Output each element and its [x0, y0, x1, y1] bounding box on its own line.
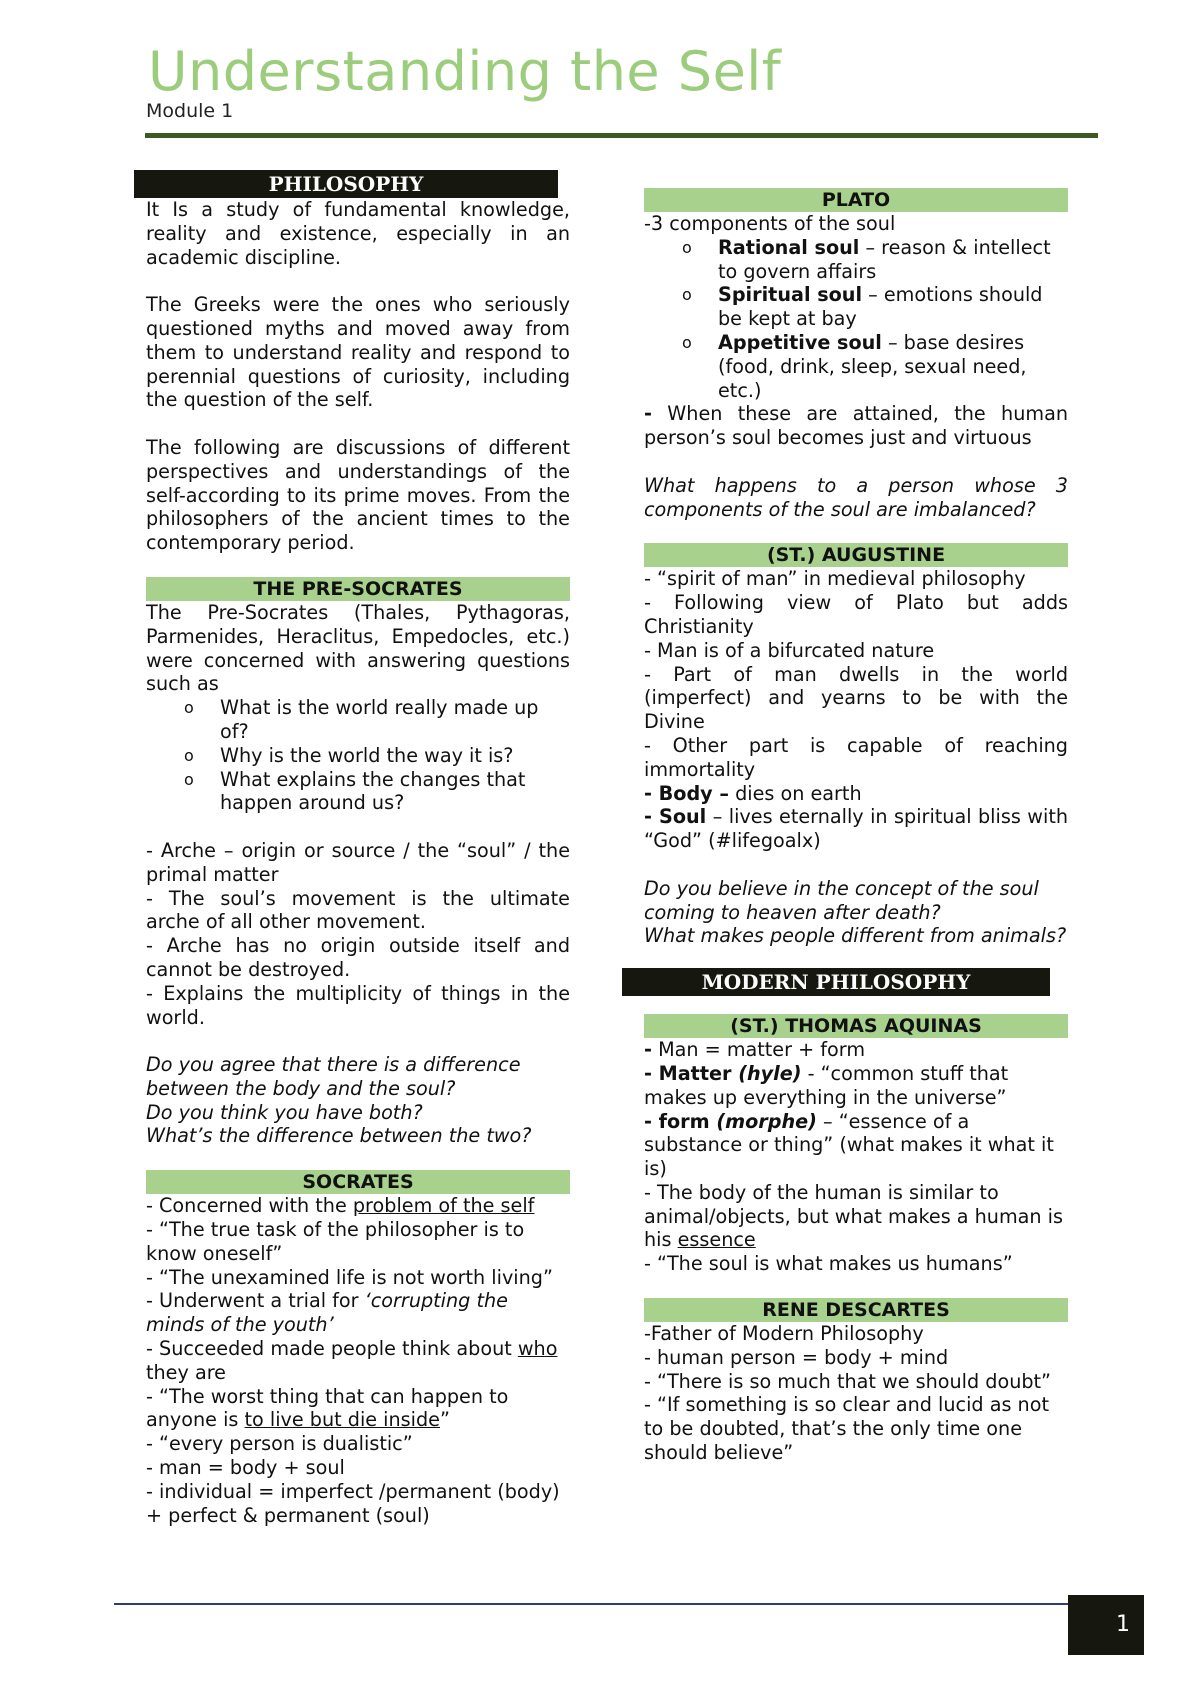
socrates-point: - Succeeded made people think about who they are: [146, 1337, 558, 1384]
aquinas-point: - form (morphe) – “essence of a substance or thing” (what makes it what it is): [644, 1109, 1054, 1181]
philosophy-greeks: The Greeks were the ones who seriously questioned myths and moved away from them to understand reality and respond to perennial questions of curiosity, including the question of the self.: [146, 293, 570, 412]
aquinas-point: - Matter (hyle) - “common stuff that makes up everything in the universe”: [644, 1061, 1009, 1109]
descartes-point: - “If something is so clear and lucid as not to be doubted, that’s the only time one should believe”: [644, 1393, 1049, 1465]
augustine-soul: - Soul – lives eternally in spiritual bliss with “God” (#lifegoalx): [644, 805, 1068, 853]
augustine-point: - Other part is capable of reaching immortality: [644, 733, 1068, 781]
socrates-point: - man = body + soul: [146, 1456, 345, 1480]
title-divider: [145, 133, 1098, 138]
augustine-point: - Man is of a bifurcated nature: [644, 638, 935, 662]
plato-intro: -3 components of the soul: [644, 212, 896, 235]
augustine-point: - Part of man dwells in the world (imperfect) and yearns to be with the Divine: [644, 662, 1068, 734]
socrates-point: - “every person is dualistic”: [146, 1432, 413, 1456]
section-header-aquinas: (ST.) THOMAS AQUINAS: [644, 1014, 1068, 1038]
descartes-point: -Father of Modern Philosophy: [644, 1322, 924, 1346]
list-item: o What is the world really made up of?: [184, 696, 539, 743]
presocrates-point: - Arche – origin or source / the “soul” / the primal matter: [146, 838, 570, 886]
aquinas-point: - “The soul is what makes us humans”: [644, 1252, 1013, 1276]
list-item: o Appetitive soul – base desires (food, drink, sleep, sexual need, etc.): [682, 330, 1027, 402]
philosophy-perspectives: The following are discussions of different perspectives and understandings of the self-according to its prime moves. From the philosophers of the ancient times to the contemporary period.: [146, 435, 570, 555]
descartes-point: - “There is so much that we should doubt”: [644, 1369, 1051, 1393]
aquinas-point: - Man = matter + form: [644, 1038, 866, 1062]
philosophy-definition: It Is a study of fundamental knowledge, reality and existence, especially in an academic discipline.: [146, 198, 570, 269]
reflection-question: What makes people different from animals?: [644, 924, 1067, 948]
reflection-question: Do you think you have both?: [146, 1100, 423, 1124]
page-number: 1: [1068, 1595, 1144, 1655]
reflection-question: What happens to a person whose 3 components of the soul are imbalanced?: [644, 473, 1068, 521]
socrates-point: - “The true task of the philosopher is to know oneself”: [146, 1218, 525, 1265]
aquinas-point: - The body of the human is similar to animal/objects, but what makes a human is his essence: [644, 1180, 1064, 1252]
section-header-augustine: (ST.) AUGUSTINE: [644, 543, 1068, 567]
socrates-point: - “The worst thing that can happen to anyone is to live but die inside”: [146, 1384, 509, 1432]
descartes-point: - human person = body + mind: [644, 1345, 949, 1369]
section-header-presocrates: THE PRE-SOCRATES: [146, 577, 570, 601]
section-header-philosophy: PHILOSOPHY: [134, 170, 558, 198]
augustine-body: - Body – dies on earth: [644, 781, 862, 805]
presocrates-intro: The Pre-Socrates (Thales, Pythagoras, Parmenides, Heraclitus, Empedocles, etc.) were concerned with answering questions such as: [146, 600, 570, 696]
list-item: o Why is the world the way it is?: [184, 743, 514, 767]
presocrates-questions: [146, 696, 570, 815]
list-item: o What explains the changes that happen around us?: [184, 767, 526, 815]
module-label: Module 1: [146, 100, 234, 122]
section-header-descartes: RENE DESCARTES: [644, 1298, 1068, 1322]
socrates-point: - Underwent a trial for ‘corrupting the minds of the youth’: [146, 1289, 508, 1337]
plato-components: [644, 236, 1068, 403]
socrates-point: - Concerned with the problem of the self: [146, 1194, 535, 1218]
left-column: [146, 170, 570, 1527]
socrates-point: - “The unexamined life is not worth living”: [146, 1265, 553, 1289]
reflection-question: Do you believe in the concept of the soul coming to heaven after death?: [644, 876, 1039, 924]
presocrates-point: - The soul’s movement is the ultimate arche of all other movement.: [146, 886, 570, 934]
document-title: Understanding the Self: [148, 40, 782, 103]
reflection-question: Do you agree that there is a difference between the body and the soul?: [146, 1053, 521, 1100]
presocrates-point: - Arche has no origin outside itself and cannot be destroyed.: [146, 934, 570, 981]
section-header-plato: PLATO: [644, 188, 1068, 212]
socrates-point: - individual = imperfect /permanent (body) + perfect & permanent (soul): [146, 1479, 560, 1527]
footer-divider: [114, 1603, 1068, 1605]
section-header-modern-philosophy: MODERN PHILOSOPHY: [622, 968, 1050, 996]
reflection-question: What’s the difference between the two?: [146, 1124, 532, 1148]
augustine-point: - Following view of Plato but adds Christianity: [644, 591, 1068, 638]
plato-conclusion: - When these are attained, the human person’s soul becomes just and virtuous: [644, 402, 1068, 450]
presocrates-point: - Explains the multiplicity of things in the world.: [146, 981, 570, 1029]
section-header-socrates: SOCRATES: [146, 1170, 570, 1194]
augustine-point: - “spirit of man” in medieval philosophy: [644, 567, 1026, 591]
list-item: o Rational soul – reason & intellect to govern affairs: [682, 235, 1051, 283]
list-item: o Spiritual soul – emotions should be kept at bay: [682, 283, 1043, 331]
right-column: [644, 188, 1068, 1465]
